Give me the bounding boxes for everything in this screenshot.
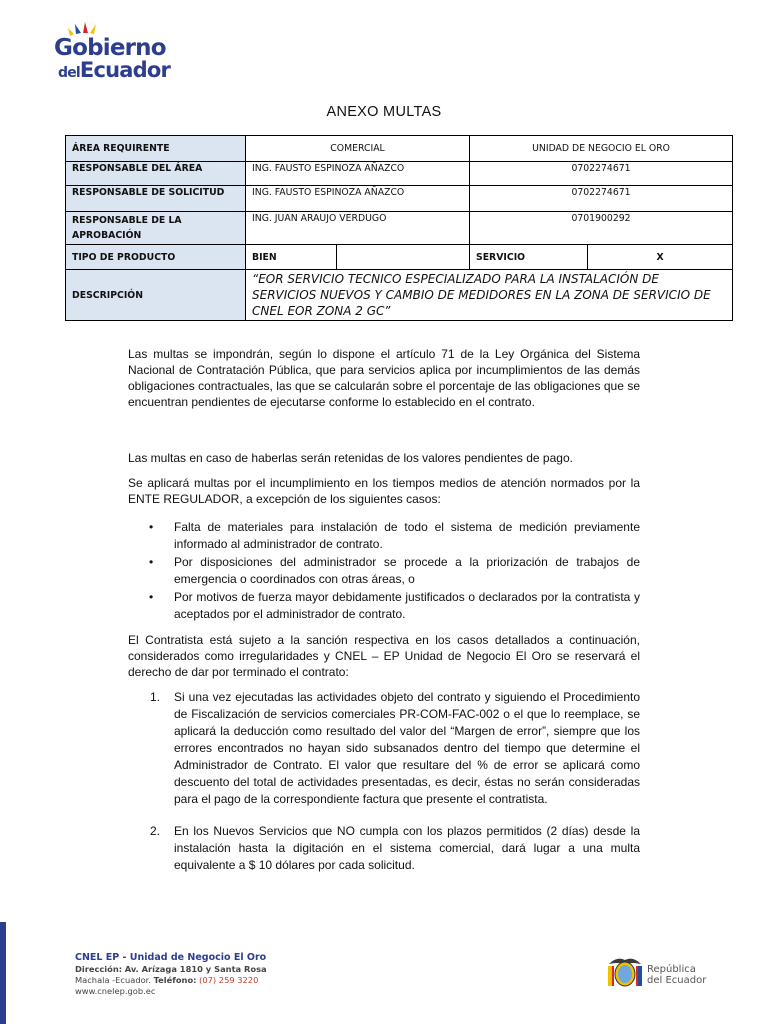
table-row [66,186,733,212]
logo-text-gobierno: Gobierno [54,35,166,61]
list-item [128,519,640,553]
address-label: Dirección: [75,964,123,974]
label-descripcion: DESCRIPCIÓN [66,270,246,321]
numbered-item [128,823,640,874]
footer-accent-bar [0,922,6,1024]
footer-phone [75,975,267,986]
value-area: COMERCIAL [246,136,470,162]
document-title: ANEXO MULTAS [326,104,442,120]
value-descripcion: “EOR SERVICIO TECNICO ESPECIALIZADO PARA LA INSTALACIÓN DE SERVICIOS NUEVOS Y CAMBIO DE MEDIDORES EN LA ZONA DE SERVICIO DE CNEL EOR ZONA 2 GC” [246,270,733,321]
paragraph-multas-ley: Las multas se impondrán, según lo dispone el artículo 71 de la Ley Orgánica del Sistema Nacional de Contratación Pública, que para servicios aplica por incumplimientos de las demás obligaciones contractuales, las que se calcularán sobre el porcentaje de las obligaciones que se encuentran pendientes de ejecutarse conforme lo establecido en el contrato. [128,347,640,409]
value-cedula-aprobacion: 0701900292 [470,212,733,245]
logo-text-del: del [58,65,80,81]
list-item [128,554,640,588]
info-table [65,135,733,321]
city-text: Machala -Ecuador. [75,975,151,985]
bullet-text: Por disposiciones del administrador se procede a la priorización de trabajos de emergencia o coordinados con otras áreas, o [174,555,640,586]
item-number: 1. [150,690,161,704]
table-row [66,270,733,321]
republica-del-ecuador-text [647,964,706,986]
value-servicio-mark: X [588,245,733,270]
label-area-requirente: ÁREA REQUIRENTE [66,136,246,162]
gobierno-logo [54,22,184,82]
value-bien-mark [337,245,470,270]
numbered-item [128,689,640,808]
value-servicio: SERVICIO [470,245,588,270]
table-row [66,212,733,245]
rep-line2: del Ecuador [647,975,707,986]
logo-text-del-ecuador [58,58,170,82]
value-responsable-aprobacion: ING. JUAN ARAUJO VERDUGO [246,212,470,245]
table-row [66,162,733,186]
footer-website: www.cnelep.gob.ec [75,986,156,996]
logo-text-ecuador: Ecuador [79,58,171,82]
item-number: 2. [150,824,161,838]
paragraph-contratista: El Contratista está sujeto a la sanción respectiva en los casos detallados a continuación, considerados como irregularidades y CNEL – EP Unidad de Negocio El Oro se reservará el derecho de dar por terminado el contrato: [128,633,640,679]
footer-contact [75,951,267,997]
label-responsable-aprobacion: RESPONSABLE DE LA APROBACIÓN [66,212,246,245]
rep-line1: República [647,964,696,975]
ecuador-crest-icon [603,948,647,992]
bullet-icon: • [149,520,154,534]
bullet-icon: • [149,590,154,604]
bullet-icon: • [149,555,154,569]
item-text: En los Nuevos Servicios que NO cumpla con los plazos permitidos (2 días) desde la instalación hasta la digitación en el sistema comercial, dará lugar a una multa equivalente a $ 10 dólares por cada solicitud. [174,824,640,872]
bullet-list [128,519,640,624]
paragraph-multas-incumplimiento: Se aplicará multas por el incumplimiento en los tiempos medios de atención normados por la ENTE REGULADOR, a excepción de los siguientes casos: [128,476,640,506]
address-value: Av. Arízaga 1810 y Santa Rosa [124,964,267,974]
phone-label: Teléfono: [153,975,197,985]
item-text: Si una vez ejecutadas las actividades objeto del contrato y siguiendo el Procedimiento de Fiscalización de servicios comerciales PR-COM-FAC-002 o el que lo reemplace, se aplicará la deducción como resultado del valor del “Margen de error”, siempre que los errores encontrados no hayan sido subsanados dentro del tiempo que determine el Administrador de Contrato. El valor que resultare del % de error se aplicará como descuento del total de actividades presentadas, es decir, éstas no serán consideradas para el pago de la correspondiente factura que presente el contratista. [174,690,640,806]
label-tipo-producto: TIPO DE PRODUCTO [66,245,246,270]
footer-address [75,964,267,975]
bullet-text: Falta de materiales para instalación de todo el sistema de medición previamente informado al administrador de contrato. [174,520,640,551]
value-responsable-solicitud: ING. FAUSTO ESPINOZA AÑAZCO [246,186,470,212]
label-responsable-solicitud: RESPONSABLE DE SOLICITUD [66,186,246,212]
value-responsable-area: ING. FAUSTO ESPINOZA AÑAZCO [246,162,470,186]
footer-title: CNEL EP - Unidad de Negocio El Oro [75,952,267,963]
table-row [66,136,733,162]
list-item [128,589,640,623]
paragraph-multas-retenidas: Las multas en caso de haberlas serán retenidas de los valores pendientes de pago. [128,451,573,465]
value-cedula-solicitud: 0702274671 [470,186,733,212]
phone-value: (07) 259 3220 [199,975,259,985]
value-unidad: UNIDAD DE NEGOCIO EL ORO [470,136,733,162]
table-row [66,245,733,270]
value-bien: BIEN [246,245,337,270]
label-responsable-area: RESPONSABLE DEL ÁREA [66,162,246,186]
value-cedula-area: 0702274671 [470,162,733,186]
bullet-text: Por motivos de fuerza mayor debidamente justificados o declarados por la contratista y aceptados por el administrador de contrato. [174,590,640,621]
